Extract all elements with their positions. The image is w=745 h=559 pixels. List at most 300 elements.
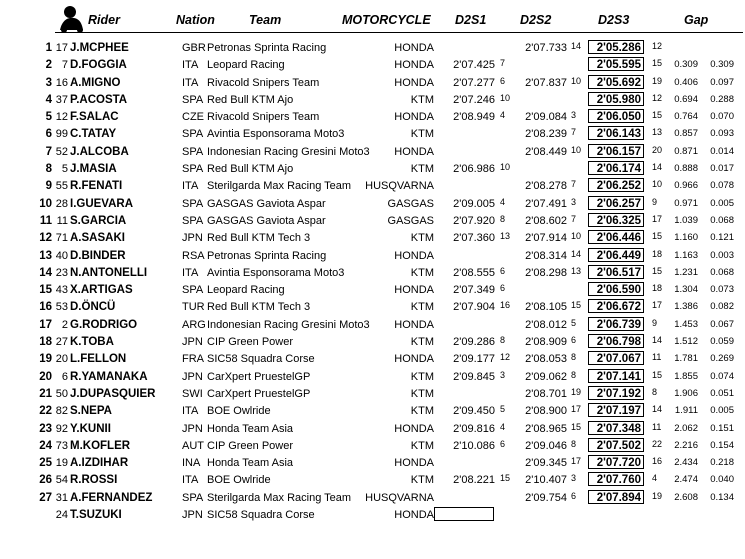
d2s2-lap: 7	[571, 213, 577, 224]
rider-number: 24	[55, 509, 68, 522]
team-name: Rivacold Snipers Team	[207, 111, 320, 124]
d2s1-time: 2'07.904	[453, 301, 495, 314]
table-row	[0, 161, 745, 178]
d2s2-time: 2'08.239	[525, 128, 567, 141]
d2s1-time: 2'08.221	[453, 474, 495, 487]
d2s3-lap: 15	[652, 369, 663, 380]
position: 26	[39, 474, 52, 487]
gap-to-first: 1.231	[674, 266, 698, 278]
table-row	[0, 334, 745, 351]
rider-name: S.GARCIA	[70, 214, 127, 227]
d2s3-time: 2'07.720	[588, 455, 644, 469]
motorcycle: KTM	[410, 128, 434, 141]
gap-to-first: 2.608	[674, 491, 698, 503]
nation-code: SPA	[182, 197, 204, 210]
rider-number: 55	[55, 180, 68, 193]
rider-number: 54	[55, 474, 68, 487]
gap-to-first: 0.966	[674, 180, 698, 192]
position: 27	[39, 491, 52, 504]
rider-number: 17	[55, 42, 68, 54]
table-header	[0, 0, 745, 40]
rider-name: R.ROSSI	[70, 474, 118, 487]
table-row	[0, 178, 745, 195]
d2s2-lap: 8	[571, 438, 577, 449]
team-name: Leopard Racing	[207, 59, 285, 72]
rider-name: P.ACOSTA	[70, 93, 128, 106]
nation-code: ITA	[182, 266, 199, 279]
d2s3-time: 2'05.286	[588, 40, 644, 54]
position: 6	[45, 128, 52, 141]
d2s2-lap: 14	[571, 41, 582, 51]
d2s2-lap: 8	[571, 369, 577, 380]
gap-to-first: 0.971	[674, 197, 698, 209]
gap-to-previous: 0.014	[710, 145, 734, 157]
rider-name: C.TATAY	[70, 128, 117, 141]
d2s2-lap: 6	[571, 490, 577, 501]
d2s3-lap: 10	[652, 179, 663, 190]
d2s3-lap: 15	[652, 110, 663, 121]
d2s2-time: 2'08.012	[525, 318, 567, 331]
d2s1-time: 2'09.816	[453, 422, 495, 435]
motorcycle: GASGAS	[387, 197, 434, 210]
d2s3-time: 2'05.980	[588, 92, 644, 106]
d2s3-time: 2'05.692	[588, 75, 644, 89]
d2s3-lap: 15	[652, 58, 663, 69]
position: 19	[39, 353, 52, 366]
team-name: Honda Team Asia	[207, 457, 294, 470]
d2s1-time: 2'07.920	[453, 214, 495, 227]
d2s3-lap: 20	[652, 144, 663, 155]
d2s3-time: 2'06.050	[588, 109, 644, 123]
gap-to-previous: 0.073	[710, 284, 734, 296]
d2s2-lap: 8	[571, 352, 577, 363]
d2s2-time: 2'09.062	[525, 370, 567, 383]
d2s1-lap: 6	[500, 438, 506, 449]
d2s3-lap: 4	[652, 473, 658, 484]
d2s1-lap: 3	[500, 369, 506, 380]
gap-to-first: 0.309	[674, 59, 698, 71]
d2s2-lap: 7	[571, 127, 577, 138]
nation-code: ARG	[182, 318, 206, 331]
motorcycle: HONDA	[394, 249, 434, 262]
d2s2-lap: 3	[571, 110, 577, 121]
d2s3-time: 2'07.894	[588, 490, 644, 504]
rider-name: L.FELLON	[70, 353, 127, 366]
gap-to-first: 2.062	[674, 422, 698, 434]
nation-code: ITA	[182, 474, 199, 487]
rider-name: A.FERNANDEZ	[70, 491, 153, 504]
gap-to-previous: 0.134	[710, 491, 734, 503]
d2s2-time: 2'08.909	[525, 336, 567, 349]
rider-number: 16	[55, 76, 68, 89]
position: 13	[39, 249, 52, 262]
table-row	[0, 386, 745, 403]
d2s2-time: 2'09.754	[525, 491, 567, 504]
d2s1-lap: 15	[500, 473, 511, 484]
position: 8	[45, 163, 52, 176]
gap-to-previous: 0.218	[710, 457, 734, 469]
position: 4	[45, 93, 52, 106]
motorcycle: GASGAS	[387, 214, 434, 227]
rider-name: A.MIGNO	[70, 76, 121, 89]
rider-name: M.KOFLER	[70, 439, 131, 452]
nation-code: ITA	[182, 76, 199, 89]
motorcycle: KTM	[410, 387, 434, 400]
table-row	[0, 213, 745, 230]
d2s3-lap: 19	[652, 75, 663, 86]
d2s3-time: 2'07.197	[588, 403, 644, 417]
nation-code: SWI	[182, 387, 203, 400]
table-row	[0, 92, 745, 109]
team-name: CIP Green Power	[207, 336, 294, 349]
d2s1-lap: 6	[500, 283, 506, 294]
team-name: Indonesian Racing Gresini Moto3	[207, 145, 370, 158]
d2s2-time: 2'07.914	[525, 232, 567, 245]
d2s2-time: 2'08.278	[525, 180, 567, 193]
motorcycle: KTM	[410, 439, 434, 452]
nation-code: ITA	[182, 59, 199, 72]
gap-to-first: 1.039	[674, 214, 698, 226]
team-name: Sterilgarda Max Racing Team	[207, 491, 352, 504]
d2s2-time: 2'07.837	[525, 76, 567, 89]
rider-name: N.ANTONELLI	[70, 266, 148, 279]
d2s1-time: 2'09.450	[453, 405, 495, 418]
position: 9	[45, 180, 52, 193]
motorcycle: HONDA	[394, 42, 434, 54]
gap-to-first: 2.434	[674, 457, 698, 469]
d2s2-time: 2'08.965	[525, 422, 567, 435]
d2s2-time: 2'08.053	[525, 353, 567, 366]
team-name: GASGAS Gaviota Aspar	[207, 197, 326, 210]
gap-to-first: 1.304	[674, 284, 698, 296]
nation-code: SPA	[182, 491, 204, 504]
team-name: Red Bull KTM Tech 3	[207, 232, 311, 245]
empty-time-box	[434, 507, 494, 521]
motorcycle: HONDA	[394, 145, 434, 158]
gap-to-previous: 0.067	[710, 318, 734, 330]
d2s1-time: 2'07.425	[453, 59, 495, 72]
rider-name: J.ALCOBA	[70, 145, 129, 158]
d2s2-lap: 14	[571, 248, 582, 259]
d2s2-time: 2'09.046	[525, 439, 567, 452]
d2s2-time: 2'08.900	[525, 405, 567, 418]
d2s1-time: 2'07.360	[453, 232, 495, 245]
position: 24	[39, 439, 52, 452]
gap-to-previous: 0.269	[710, 353, 734, 365]
gap-to-first: 1.512	[674, 336, 698, 348]
team-name: Red Bull KTM Ajo	[207, 93, 294, 106]
d2s1-lap: 8	[500, 213, 506, 224]
position: 10	[39, 197, 52, 210]
d2s1-lap: 4	[500, 421, 506, 432]
rider-number: 6	[61, 370, 68, 383]
header-d2s3: D2S3	[598, 13, 630, 27]
nation-code: SPA	[182, 163, 204, 176]
d2s3-time: 2'06.252	[588, 178, 644, 192]
motorcycle: HUSQVARNA	[365, 180, 434, 193]
rider-number: 31	[55, 491, 68, 504]
rider-number: 43	[55, 284, 68, 297]
motorcycle: KTM	[410, 336, 434, 349]
rider-name: R.FENATI	[70, 180, 123, 193]
gap-to-first: 2.216	[674, 439, 698, 451]
results-table	[0, 40, 745, 524]
d2s3-time: 2'07.141	[588, 369, 644, 383]
d2s1-time: 2'07.349	[453, 284, 495, 297]
d2s2-lap: 10	[571, 75, 582, 86]
gap-to-first: 1.781	[674, 353, 698, 365]
table-row	[0, 351, 745, 368]
team-name: Petronas Sprinta Racing	[207, 42, 327, 54]
d2s1-time: 2'07.277	[453, 76, 495, 89]
nation-code: FRA	[182, 353, 204, 366]
d2s3-time: 2'07.067	[588, 351, 644, 365]
team-name: Leopard Racing	[207, 284, 285, 297]
rider-name: D.BINDER	[70, 249, 126, 262]
team-name: SIC58 Squadra Corse	[207, 353, 315, 366]
motorcycle: KTM	[410, 301, 434, 314]
team-name: CarXpert PruestelGP	[207, 387, 311, 400]
d2s3-time: 2'06.798	[588, 334, 644, 348]
nation-code: SPA	[182, 214, 204, 227]
d2s1-lap: 10	[500, 92, 511, 103]
motorcycle: KTM	[410, 163, 434, 176]
d2s3-lap: 13	[652, 127, 663, 138]
table-row	[0, 421, 745, 438]
d2s1-lap: 5	[500, 404, 506, 415]
rider-number: 82	[55, 405, 68, 418]
position: 15	[39, 284, 52, 297]
table-row	[0, 455, 745, 472]
table-row	[0, 317, 745, 334]
gap-to-first: 0.871	[674, 145, 698, 157]
rider-name: Y.KUNII	[70, 422, 111, 435]
d2s3-time: 2'07.192	[588, 386, 644, 400]
gap-to-first: 1.855	[674, 370, 698, 382]
d2s2-lap: 7	[571, 179, 577, 190]
d2s1-lap: 13	[500, 231, 511, 242]
d2s3-time: 2'06.325	[588, 213, 644, 227]
rider-number: 11	[56, 214, 68, 227]
d2s3-lap: 14	[652, 404, 663, 415]
team-name: Rivacold Snipers Team	[207, 76, 320, 89]
nation-code: JPN	[182, 509, 203, 522]
gap-to-previous: 0.005	[710, 197, 734, 209]
gap-to-first: 1.453	[674, 318, 698, 330]
d2s2-lap: 13	[571, 265, 582, 276]
d2s3-time: 2'06.446	[588, 230, 644, 244]
d2s2-lap: 17	[571, 404, 582, 415]
gap-to-first: 1.386	[674, 301, 698, 313]
nation-code: SPA	[182, 93, 204, 106]
position: 7	[45, 145, 52, 158]
rider-name: X.ARTIGAS	[70, 284, 133, 297]
gap-to-first: 1.911	[674, 405, 698, 417]
d2s1-time: 2'10.086	[453, 439, 495, 452]
team-name: Petronas Sprinta Racing	[207, 249, 327, 262]
gap-to-previous: 0.003	[710, 249, 734, 261]
table-row	[0, 369, 745, 386]
d2s2-lap: 19	[571, 386, 582, 397]
gap-to-previous: 0.068	[710, 214, 734, 226]
header-team: Team	[249, 13, 282, 27]
d2s2-time: 2'08.449	[525, 145, 567, 158]
position: 22	[39, 405, 52, 418]
position: 17	[39, 318, 52, 331]
d2s3-lap: 18	[652, 248, 663, 259]
position: 11	[39, 214, 52, 227]
nation-code: SPA	[182, 145, 204, 158]
gap-to-first: 0.406	[674, 76, 698, 88]
table-row	[0, 438, 745, 455]
d2s2-time: 2'08.298	[525, 266, 567, 279]
position: 18	[39, 336, 52, 349]
d2s1-time: 2'09.286	[453, 336, 495, 349]
d2s3-lap: 16	[652, 456, 663, 467]
rider-name: D.ÖNCÜ	[70, 301, 116, 314]
table-row	[0, 196, 745, 213]
d2s2-lap: 3	[571, 196, 577, 207]
motorcycle: KTM	[410, 370, 434, 383]
d2s3-time: 2'07.348	[588, 421, 644, 435]
rider-number: 40	[55, 249, 68, 262]
rider-number: 53	[55, 301, 68, 314]
gap-to-previous: 0.121	[710, 232, 734, 244]
rider-number: 28	[55, 197, 68, 210]
table-row	[0, 403, 745, 420]
d2s3-time: 2'07.502	[588, 438, 644, 452]
gap-to-first: 1.906	[674, 387, 698, 399]
d2s1-lap: 6	[500, 75, 506, 86]
d2s3-lap: 15	[652, 231, 663, 242]
d2s3-lap: 14	[652, 335, 663, 346]
d2s2-time: 2'08.105	[525, 301, 567, 314]
d2s3-time: 2'07.760	[588, 472, 644, 486]
table-row	[0, 75, 745, 92]
position: 21	[39, 387, 52, 400]
d2s3-lap: 9	[652, 196, 658, 207]
position: 5	[45, 111, 52, 124]
nation-code: TUR	[182, 301, 205, 314]
gap-to-first: 1.160	[674, 232, 698, 244]
table-row	[0, 265, 745, 282]
d2s2-time: 2'09.345	[525, 457, 567, 470]
d2s3-lap: 17	[652, 213, 663, 224]
position: 3	[45, 76, 52, 89]
team-name: Red Bull KTM Ajo	[207, 163, 294, 176]
table-row	[0, 282, 745, 299]
gap-to-previous: 0.074	[710, 370, 734, 382]
motorcycle: KTM	[410, 474, 434, 487]
table-row	[0, 40, 745, 57]
nation-code: GBR	[182, 42, 206, 54]
table-row	[0, 248, 745, 265]
d2s2-time: 2'07.733	[525, 42, 567, 54]
table-row	[0, 109, 745, 126]
motorcycle: HONDA	[394, 353, 434, 366]
d2s3-lap: 12	[652, 41, 663, 51]
rider-name: I.GUEVARA	[70, 197, 134, 210]
motorcycle: KTM	[410, 405, 434, 418]
table-row	[0, 472, 745, 489]
gap-to-first: 0.764	[674, 111, 698, 123]
d2s2-lap: 10	[571, 231, 582, 242]
nation-code: JPN	[182, 370, 203, 383]
d2s3-time: 2'05.595	[588, 57, 644, 71]
d2s2-lap: 15	[571, 300, 582, 311]
d2s3-time: 2'06.449	[588, 248, 644, 262]
gap-to-previous: 0.059	[710, 336, 734, 348]
position: 2	[45, 59, 52, 72]
nation-code: ITA	[182, 405, 199, 418]
team-name: Indonesian Racing Gresini Moto3	[207, 318, 370, 331]
rider-number: 73	[55, 439, 68, 452]
team-name: Honda Team Asia	[207, 422, 294, 435]
gap-to-first: 1.163	[674, 249, 698, 261]
d2s3-time: 2'06.257	[588, 196, 644, 210]
nation-code: INA	[182, 457, 201, 470]
d2s3-time: 2'06.590	[588, 282, 644, 296]
motorcycle: HONDA	[394, 284, 434, 297]
d2s2-time: 2'10.407	[525, 474, 567, 487]
gap-to-previous: 0.078	[710, 180, 734, 192]
team-name: Red Bull KTM Tech 3	[207, 301, 311, 314]
position: 1	[45, 42, 52, 54]
motorcycle-rider-logo-icon	[56, 4, 86, 34]
header-gap: Gap	[684, 13, 709, 27]
motorcycle: HONDA	[394, 59, 434, 72]
header-divider	[55, 32, 743, 33]
d2s1-time: 2'09.177	[453, 353, 495, 366]
nation-code: ITA	[182, 180, 199, 193]
d2s1-time: 2'09.005	[453, 197, 495, 210]
rider-name: F.SALAC	[70, 111, 119, 124]
gap-to-first: 2.474	[674, 474, 698, 486]
gap-to-previous: 0.005	[710, 405, 734, 417]
rider-number: 50	[55, 387, 68, 400]
d2s1-time: 2'08.555	[453, 266, 495, 279]
gap-to-first: 0.694	[674, 93, 698, 105]
motorcycle: HONDA	[394, 111, 434, 124]
gap-to-previous: 0.070	[710, 111, 734, 123]
motorcycle: HUSQVARNA	[365, 491, 434, 504]
d2s1-lap: 6	[500, 265, 506, 276]
d2s2-time: 2'07.491	[525, 197, 567, 210]
d2s2-lap: 5	[571, 317, 577, 328]
nation-code: JPN	[182, 422, 203, 435]
position: 20	[39, 370, 52, 383]
gap-to-previous: 0.082	[710, 301, 734, 313]
gap-to-previous: 0.309	[710, 59, 734, 71]
gap-to-previous: 0.068	[710, 266, 734, 278]
rider-name: J.MASIA	[70, 163, 117, 176]
d2s1-lap: 12	[500, 352, 511, 363]
nation-code: SPA	[182, 128, 204, 141]
d2s3-lap: 11	[652, 352, 662, 363]
motorcycle: HONDA	[394, 457, 434, 470]
position: 12	[39, 232, 52, 245]
gap-to-previous: 0.040	[710, 474, 734, 486]
rider-number: 27	[55, 336, 68, 349]
motorcycle: HONDA	[394, 509, 434, 522]
rider-number: 7	[61, 59, 68, 72]
rider-number: 92	[55, 422, 68, 435]
position: 16	[39, 301, 52, 314]
d2s2-lap: 3	[571, 473, 577, 484]
d2s3-lap: 17	[652, 300, 663, 311]
d2s1-lap: 10	[500, 162, 511, 173]
header-nation: Nation	[176, 13, 215, 27]
